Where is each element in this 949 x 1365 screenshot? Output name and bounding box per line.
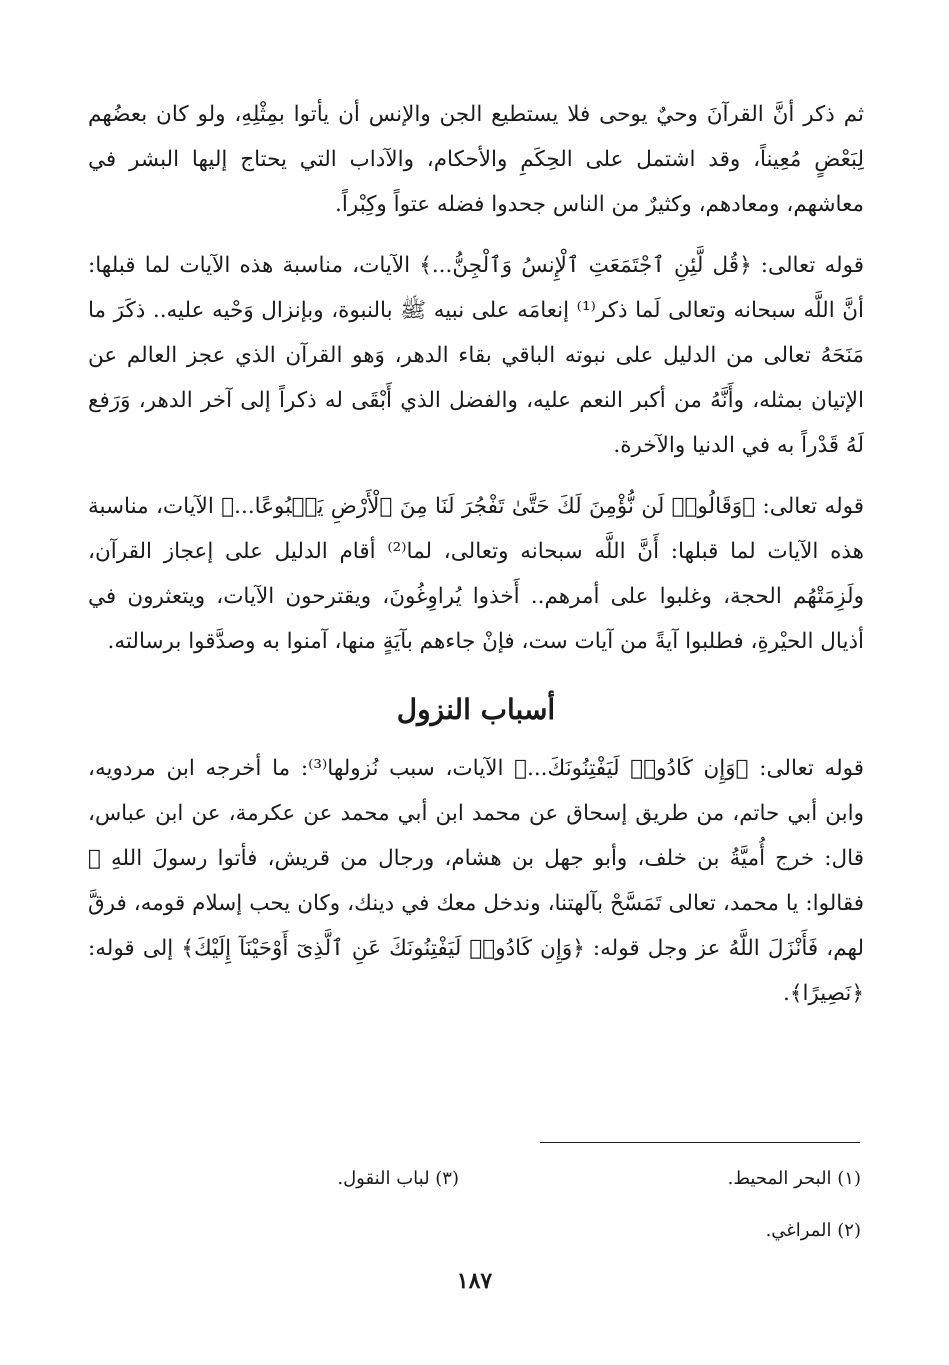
footnote-separator bbox=[540, 1142, 860, 1143]
page-body bbox=[88, 92, 864, 1016]
footnote-1: (١) البحر المحيط. bbox=[727, 1168, 861, 1189]
paragraph-2: قوله تعالى: ﴿قُل لَّئِنِ ٱجْتَمَعَتِ ٱلْإِنسُ وَٱلْجِنُّ...﴾ الآيات، مناسبة هذه الآيات لما قبلها: أنَّ اللَّه سبحانه وتعالى لَما ذكر⁽¹⁾ إنعامَه على نبيه ﷺ بالنبوة، وبإنزال وَحْيه عليه.. ذكَرَ ما مَنَحَهُ تعالى من الدليل على نبوته الباقي بقاء الدهر، وَهو القرآن الذي عجز العالم عن الإتيان بمثله، وأَنَّهُ من أكبر النعم عليه، والفضل الذي أَبْقَى له ذكراً إلى آخر الدهر، وَرَفع لَهُ قَدْراً به في الدنيا والآخرة. bbox=[88, 253, 864, 458]
footnote-3: (٣) لباب النقول. bbox=[337, 1168, 459, 1189]
paragraph-3: قوله تعالى: ﴿وَقَالُوا۟ لَن نُّؤْمِنَ لَكَ حَتَّىٰ تَفْجُرَ لَنَا مِنَ ٱلْأَرْضِ يَنۢبُوعًا...﴾ الآيات، مناسبة هذه الآيات لما قبلها: أَنَّ اللَّه سبحانه وتعالى، لما⁽²⁾ أقام الدليل على إعجاز القرآن، ولَزِمَتْهُم الحجة، وغلبوا على أمرهم.. أَخذوا يُراوِغُونَ، ويقترحون الآيات، ويتعثرون في أذيال الحيْرةِ، فطلبوا آيةً من آيات ست، فإنْ جاءهم بآيَةٍ منها، آمنوا به وصدَّقوا برسالته. bbox=[88, 494, 864, 654]
paragraph-4: قوله تعالى: ﴿وَإِن كَادُوا۟ لَيَفْتِنُونَكَ...﴾ الآيات، سبب نُزولها⁽³⁾: ما أخرجه ابن مردويه، وابن أبي حاتم، من طريق إسحاق عن محمد ابن أبي محمد عن عكرمة، عن ابن عباس، قال: خرج أُميَّةُ بن خلف، وأبو جهل بن هشام، ورجال من قريش، فأتوا رسولَ اللهِ ﷺ فقالوا: يا محمد، تعالى تَمَسَّحْ بآلهتنا، وندخل معك في دينك، وكان يحب إسلام قومه، فرقَّ لهم، فَأَنْزَلَ اللَّهُ عز وجل قوله: ﴿وَإِن كَادُوا۟ لَيَفْتِنُونَكَ عَنِ ٱلَّذِىٓ أَوْحَيْنَآ إِلَيْكَ﴾ إلى قوله: ﴿نَصِيرًا﴾. bbox=[88, 756, 864, 1006]
footnote-2: (٢) المراغي. bbox=[765, 1220, 861, 1241]
page-number: ١٨٧ bbox=[456, 1268, 493, 1294]
section-heading: أسباب النزول bbox=[396, 693, 556, 726]
paragraph-1: ثم ذكر أنَّ القرآنَ وحيٌ يوحى فلا يستطيع الجن والإنس أن يأتوا بمِثْلِهِ، ولو كان بعضُهم لِبَعْضٍ مُعِيناً، وقد اشتمل على الحِكَمِ والأحكام، والآداب التي يحتاج إليها البشر في معاشهم، ومعادهم، وكثيرٌ من الناس جحدوا فضله عتواً وكِبْراً. bbox=[88, 102, 864, 217]
